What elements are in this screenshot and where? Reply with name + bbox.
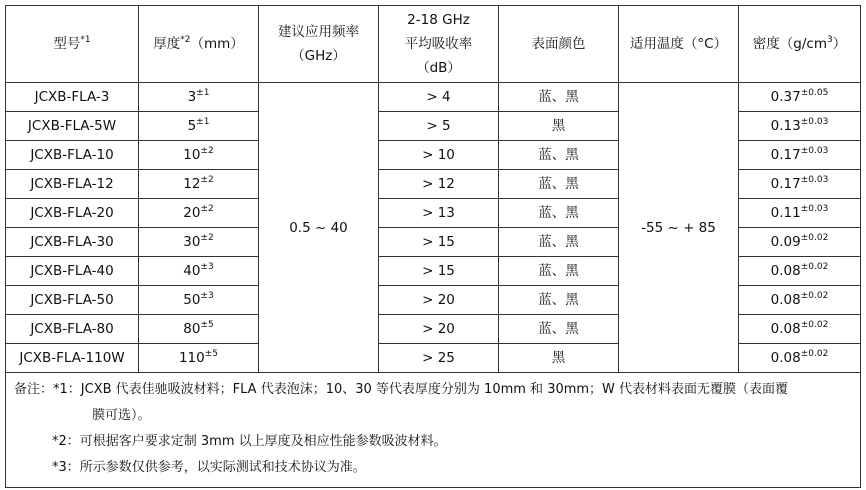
cell-absorption: > 4: [379, 83, 499, 112]
cell-density: $0.08^{\pm 0.02}$: [739, 286, 861, 315]
cell-absorption: > 13: [379, 199, 499, 228]
cell-color: 蓝、黑: [499, 228, 619, 257]
header-frequency: 建议应用频率 （GHz）: [259, 6, 379, 83]
cell-color: 黑: [499, 344, 619, 373]
cell-density: $0.08^{\pm 0.02}$: [739, 257, 861, 286]
cell-density: $0.13^{\pm 0.03}$: [739, 112, 861, 141]
cell-model: JCXB-FLA-110W: [6, 344, 139, 373]
cell-thickness: $110^{\pm 5}$: [139, 344, 259, 373]
cell-density: $0.17^{\pm 0.03}$: [739, 141, 861, 170]
header-color: 表面颜色: [499, 6, 619, 83]
spec-table-container: [5, 5, 860, 488]
note-3: *3：所示参数仅供参考，以实际测试和技术协议为准。: [52, 460, 366, 475]
cell-model: JCXB-FLA-50: [6, 286, 139, 315]
notes-label: 备注：: [14, 382, 54, 397]
cell-thickness: $40^{\pm 3}$: [139, 257, 259, 286]
cell-density: $0.08^{\pm 0.02}$: [739, 344, 861, 373]
spec-table: [5, 5, 861, 488]
cell-absorption: > 20: [379, 315, 499, 344]
cell-thickness: $3^{\pm 1}$: [139, 83, 259, 112]
cell-thickness: $12^{\pm 2}$: [139, 170, 259, 199]
cell-model: JCXB-FLA-10: [6, 141, 139, 170]
cell-density: $0.37^{\pm 0.05}$: [739, 83, 861, 112]
cell-model: JCXB-FLA-3: [6, 83, 139, 112]
cell-frequency-merged: 0.5 ~ 40: [259, 83, 379, 373]
cell-thickness: $50^{\pm 3}$: [139, 286, 259, 315]
notes-cell: [6, 373, 861, 488]
cell-absorption: > 15: [379, 257, 499, 286]
cell-color: 蓝、黑: [499, 83, 619, 112]
header-row: [6, 6, 861, 83]
cell-temperature-merged: -55 ~ + 85: [619, 83, 739, 373]
cell-model: JCXB-FLA-12: [6, 170, 139, 199]
note-1: [14, 377, 852, 403]
cell-model: JCXB-FLA-80: [6, 315, 139, 344]
cell-absorption: > 12: [379, 170, 499, 199]
header-thickness: 厚度$^{*2}$（mm）: [139, 6, 259, 83]
cell-absorption: > 10: [379, 141, 499, 170]
cell-thickness: $80^{\pm 5}$: [139, 315, 259, 344]
notes-row: [6, 373, 861, 488]
cell-color: 蓝、黑: [499, 170, 619, 199]
note-1-mark: *1：: [53, 382, 81, 397]
cell-absorption: > 15: [379, 228, 499, 257]
cell-color: 蓝、黑: [499, 199, 619, 228]
header-density: 密度$(g/cm^3)$: [739, 6, 861, 83]
note-1-text: JCXB 代表佳驰吸波材料；FLA 代表泡沫；10、30 等代表厚度分别为 10mm 和 30mm；W 代表材料表面无覆膜（表面覆: [80, 382, 789, 397]
cell-color: 黑: [499, 112, 619, 141]
header-absorption: 2-18 GHz 平均吸收率 （dB）: [379, 6, 499, 83]
cell-model: JCXB-FLA-30: [6, 228, 139, 257]
cell-model: JCXB-FLA-40: [6, 257, 139, 286]
cell-model: JCXB-FLA-20: [6, 199, 139, 228]
cell-absorption: > 20: [379, 286, 499, 315]
cell-color: 蓝、黑: [499, 286, 619, 315]
cell-absorption: > 25: [379, 344, 499, 373]
note-1-continuation: 膜可选）。: [92, 408, 151, 423]
cell-thickness: $10^{\pm 2}$: [139, 141, 259, 170]
table-row: [6, 83, 861, 112]
header-temperature: 适用温度（°C）: [619, 6, 739, 83]
cell-thickness: $30^{\pm 2}$: [139, 228, 259, 257]
cell-thickness: $5^{\pm 1}$: [139, 112, 259, 141]
cell-density: $0.17^{\pm 0.03}$: [739, 170, 861, 199]
cell-color: 蓝、黑: [499, 141, 619, 170]
note-2: *2：可根据客户要求定制 3mm 以上厚度及相应性能参数吸波材料。: [52, 434, 447, 449]
cell-color: 蓝、黑: [499, 315, 619, 344]
cell-density: $0.11^{\pm 0.03}$: [739, 199, 861, 228]
cell-model: JCXB-FLA-5W: [6, 112, 139, 141]
cell-thickness: $20^{\pm 2}$: [139, 199, 259, 228]
cell-density: $0.09^{\pm 0.02}$: [739, 228, 861, 257]
header-model: 型号$^{*1}$: [6, 6, 139, 83]
cell-absorption: > 5: [379, 112, 499, 141]
cell-color: 蓝、黑: [499, 257, 619, 286]
cell-density: $0.08^{\pm 0.02}$: [739, 315, 861, 344]
